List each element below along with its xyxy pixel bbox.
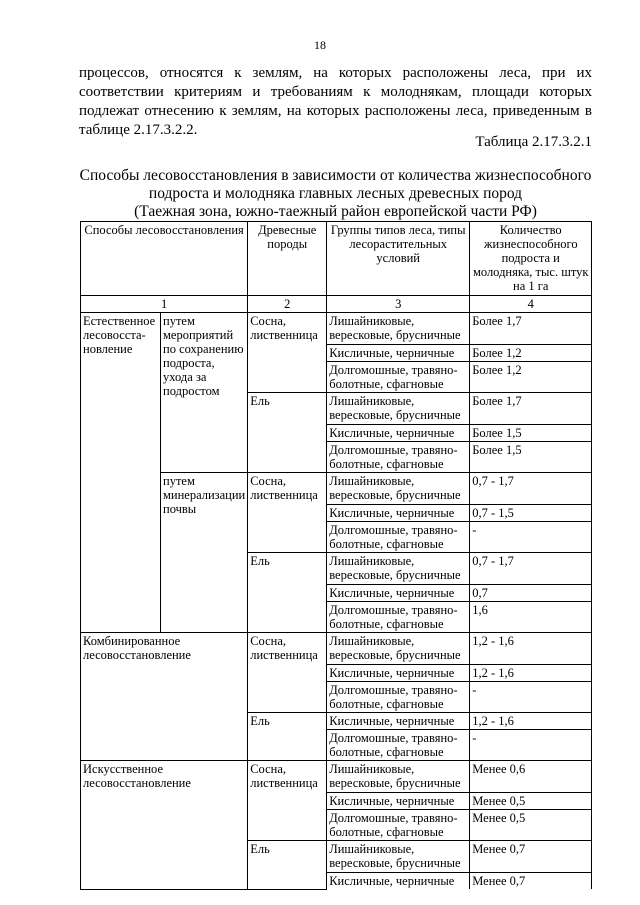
forest-type-cell: Кисличные, черничные <box>327 505 470 522</box>
forest-type-cell: Кисличные, черничные <box>327 713 470 730</box>
column-number: 2 <box>248 296 327 313</box>
table-title-line: Способы лесовосстановления в зависимости от количества жизнеспособного <box>79 167 592 184</box>
value-cell: Более 1,7 <box>470 393 592 425</box>
value-cell: - <box>470 730 592 761</box>
method-artificial: Искусственное лесовосстановление <box>81 761 248 890</box>
value-cell: 0,7 <box>470 585 592 602</box>
forest-type-cell: Долгомошные, травяно-болотные, сфагновые <box>327 522 470 553</box>
forest-type-cell: Долгомошные, травяно-болотные, сфагновые <box>327 602 470 633</box>
value-cell: - <box>470 522 592 553</box>
header-quantity: Количество жизнеспособного подроста и молодняка, тыс. штук на 1 га <box>470 222 592 296</box>
method-natural-sub1: путем мероприятий по сохранению подроста, ухода за подростом <box>161 313 248 473</box>
forest-type-cell: Лишайниковые, вересковые, брусничные <box>327 393 470 425</box>
reforestation-table <box>80 221 592 890</box>
value-cell: Менее 0,5 <box>470 793 592 810</box>
header-method: Способы лесовосстановления <box>81 222 248 296</box>
value-cell: Менее 0,5 <box>470 810 592 841</box>
forest-type-cell: Лишайниковые, вересковые, брусничные <box>327 473 470 505</box>
table-title-line: подроста и молодняка главных лесных древесных пород <box>148 185 523 202</box>
species-cell: Ель <box>248 841 327 890</box>
forest-type-cell: Долгомошные, травяно-болотные, сфагновые <box>327 810 470 841</box>
species-cell: Сосна, лиственница <box>248 633 327 713</box>
forest-type-cell: Долгомошные, травяно-болотные, сфагновые <box>327 362 470 393</box>
value-cell: 1,2 - 1,6 <box>470 713 592 730</box>
table-title-line: (Таежная зона, южно-таежный район европейской части РФ) <box>134 203 537 220</box>
forest-type-cell: Кисличные, черничные <box>327 873 470 890</box>
header-forest-types: Группы типов леса, типы лесорастительных условий <box>327 222 470 296</box>
value-cell: Более 1,5 <box>470 442 592 473</box>
intro-paragraph: процессов, относятся к землям, на которых расположены леса, при их соответствии критериям и требованиям к молоднякам, площади которых подлежат отнесению к землям, на которых расположены леса, приведенным в таблице 2.17.3.2.2. <box>79 65 592 138</box>
species-cell: Ель <box>248 713 327 761</box>
forest-type-cell: Кисличные, черничные <box>327 793 470 810</box>
value-cell: Менее 0,7 <box>470 841 592 873</box>
value-cell: 0,7 - 1,7 <box>470 473 592 505</box>
species-cell: Ель <box>248 553 327 633</box>
value-cell: Менее 0,6 <box>470 761 592 793</box>
table-title <box>79 167 592 221</box>
value-cell: 0,7 - 1,5 <box>470 505 592 522</box>
table-number: Таблица 2.17.3.2.1 <box>475 134 592 150</box>
species-cell: Сосна, лиственница <box>248 473 327 553</box>
forest-type-cell: Лишайниковые, вересковые, брусничные <box>327 553 470 585</box>
column-number: 4 <box>470 296 592 313</box>
value-cell: Более 1,5 <box>470 425 592 442</box>
forest-type-cell: Кисличные, черничные <box>327 425 470 442</box>
value-cell: Более 1,2 <box>470 345 592 362</box>
value-cell: Более 1,7 <box>470 313 592 345</box>
column-number: 1 <box>81 296 248 313</box>
forest-type-cell: Лишайниковые, вересковые, брусничные <box>327 841 470 873</box>
value-cell: 1,2 - 1,6 <box>470 665 592 682</box>
method-natural: Естественное лесовосста-новление <box>81 313 161 633</box>
forest-type-cell: Лишайниковые, вересковые, брусничные <box>327 313 470 345</box>
forest-type-cell: Лишайниковые, вересковые, брусничные <box>327 761 470 793</box>
value-cell: 0,7 - 1,7 <box>470 553 592 585</box>
forest-type-cell: Лишайниковые, вересковые, брусничные <box>327 633 470 665</box>
value-cell: 1,2 - 1,6 <box>470 633 592 665</box>
forest-type-cell: Кисличные, черничные <box>327 585 470 602</box>
header-species: Древесные породы <box>248 222 327 296</box>
method-natural-sub2: путем минерализации почвы <box>161 473 248 633</box>
value-cell: Более 1,2 <box>470 362 592 393</box>
value-cell: 1,6 <box>470 602 592 633</box>
value-cell: Менее 0,7 <box>470 873 592 890</box>
forest-type-cell: Долгомошные, травяно-болотные, сфагновые <box>327 442 470 473</box>
column-number: 3 <box>327 296 470 313</box>
species-cell: Ель <box>248 393 327 473</box>
forest-type-cell: Долгомошные, травяно-болотные, сфагновые <box>327 730 470 761</box>
forest-type-cell: Долгомошные, травяно-болотные, сфагновые <box>327 682 470 713</box>
value-cell: - <box>470 682 592 713</box>
species-cell: Сосна, лиственница <box>248 313 327 393</box>
method-combined: Комбинированное лесовосстановление <box>81 633 248 761</box>
forest-type-cell: Кисличные, черничные <box>327 665 470 682</box>
species-cell: Сосна, лиственница <box>248 761 327 841</box>
forest-type-cell: Кисличные, черничные <box>327 345 470 362</box>
page-number: 18 <box>314 38 326 52</box>
